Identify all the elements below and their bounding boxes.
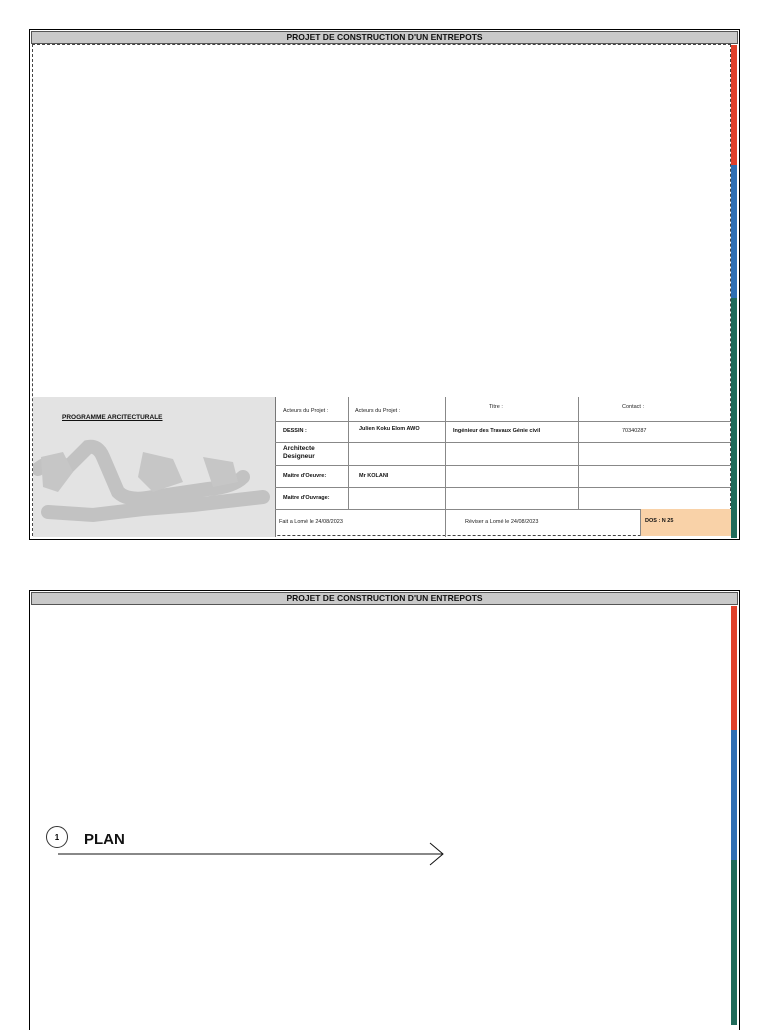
dessin-contact: 70340287	[622, 428, 647, 434]
sheet-header: PROJET DE CONSTRUCTION D'UN ENTREPOTS	[31, 592, 738, 605]
drawing-sheet-2	[29, 590, 740, 1030]
mouv-label: Maitre d'Ouvrage:	[283, 495, 330, 501]
revised-at: Réviser a Lomé le 24/08/2023	[465, 519, 539, 525]
plan-title: PLAN	[84, 831, 125, 848]
title-block	[33, 397, 731, 537]
sidebar-teal-band	[731, 298, 737, 538]
plan-number-badge: 1	[46, 826, 68, 848]
actors-label: Acteurs du Projet :	[283, 408, 329, 414]
actors-label-2: Acteurs du Projet :	[355, 408, 401, 414]
sidebar-blue-band	[731, 165, 737, 298]
moe-label: Maitre d'Oeuvre:	[283, 473, 327, 479]
dessin-label: DESSIN :	[283, 428, 307, 434]
dos-label: DOS : N 25	[645, 518, 674, 524]
dessin-title: Ingénieur des Travaux Génie civil	[453, 428, 541, 434]
plan-arrow-icon	[58, 836, 478, 876]
sidebar-red-band	[731, 45, 737, 165]
drawing-sheet-1	[29, 29, 740, 540]
scribble-logo-icon	[33, 397, 275, 537]
sidebar-blue-band	[731, 730, 737, 860]
moe-name: Mr KOLANI	[359, 473, 389, 479]
done-at: Fait a Lomé le 24/08/2023	[279, 519, 343, 525]
contact-label: Contact :	[622, 404, 645, 410]
sidebar-red-band	[731, 606, 737, 730]
color-sidebar	[731, 45, 737, 538]
logo-area	[33, 397, 276, 537]
dos-box	[640, 509, 731, 536]
title-table	[275, 397, 731, 537]
sheet-header: PROJET DE CONSTRUCTION D'UN ENTREPOTS	[31, 31, 738, 44]
architect-label: Architecte Designeur	[283, 445, 315, 460]
dessin-name: Julien Koku Elom AWO	[359, 426, 420, 432]
title-label: Titre :	[489, 404, 503, 410]
color-sidebar	[731, 606, 737, 1025]
program-title: PROGRAMME ARCITECTURALE	[62, 414, 163, 421]
sidebar-teal-band	[731, 860, 737, 1025]
